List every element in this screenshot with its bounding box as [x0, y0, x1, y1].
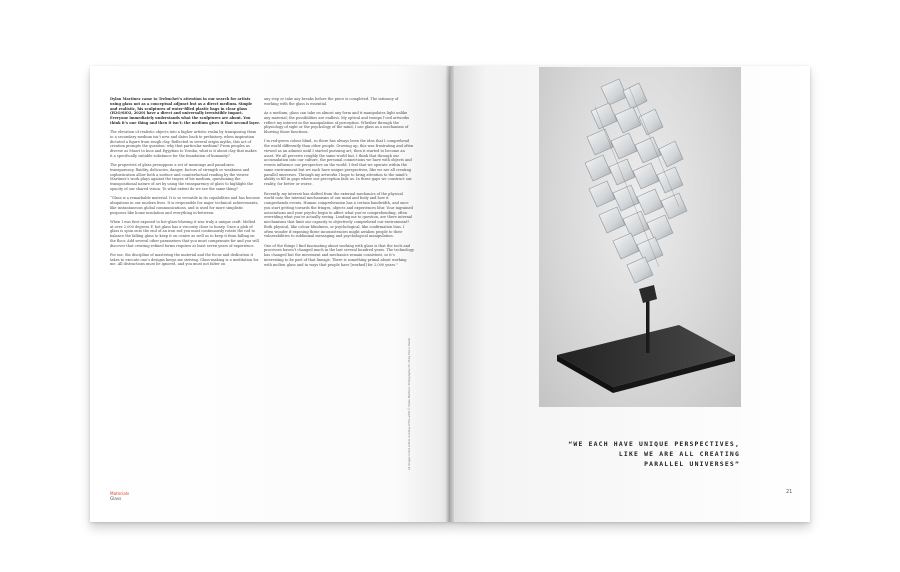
body-paragraph: “Glass is a remarkable material. It is so versatile in its capabilities and has become ubiquitous in our modern lives. It is responsible for major technical achievements, like instantaneous global communications, and is used for more simplistic purposes like home insulation and everything in-between. — [110, 196, 260, 215]
glass-sculpture-illustration — [539, 67, 741, 407]
text-column-2 — [264, 97, 414, 272]
body-paragraph: One of the things I find fascinating about working with glass is that the tools and processes haven’t changed much in the last several hundred years. The technology has changed but the movement and mechanics remain consistent, so it’s interesting to be part of that lineage. There is something primal about working with molten glass and in ways that people have [worked] for 2,000 years.” — [264, 243, 414, 267]
page-number: 21 — [786, 489, 793, 495]
page-footer — [110, 491, 129, 502]
pull-quote-line: LIKE WE ARE ALL CREATING — [618, 450, 740, 458]
pull-quote-line: “WE EACH HAVE UNIQUE PERSPECTIVES, — [568, 440, 740, 448]
footer-section-label: Materials — [110, 491, 130, 496]
body-paragraph: For me, the discipline of mastering the material and the focus and dedication it takes to execute one’s designs keeps me striving. Glass-making is a meditation for me. All distractions must be ignored, and you must not falter on — [110, 252, 259, 267]
pull-quote-line: PARALLEL UNIVERSES” — [644, 460, 740, 468]
body-paragraph: I’m red-green colour blind, so there has always been the idea that I comprehend the world differently than other people. Growing up, this was frustrating and often viewed as an ailment until I started pursuing art; then it started to become an asset. We all perceive roughly the same world but, I think that through our accumulation into our culture, the personal connections we have with objects and events influence our perspective on the world. I feel that we operate within the same environment but we each have unique perspectives, like we are all creating parallel universes. Through my artworks I hope to bring attention to the mind’s ability to fill in gaps where our perception fails us. In these gaps we construct our reality, for better or worse. — [264, 139, 414, 187]
body-paragraph: The elevation of realistic objects into a higher artistic realm by transposing them to a secondary medium isn’t new and dates back to prehistory, when inspiration dictated a figure from rough clay. Reflected in several origin myths, this act of creation prompts the question: why that particular medium? From peoples as diverse as Maori to Inca and Egyptian to Yoruba, what is it about clay that makes it a specifically suitable substance for the foundation of humanity? — [110, 130, 257, 158]
spine-fold — [446, 66, 454, 522]
body-paragraph: As a medium, glass can take on almost any form and it manipulates light unlike any material; the possibilities are endless. My optical and trompe l’oeil artworks reflect my interest in the manipulation of perception. Whether through the physiology of sight or the psychology of the mind, I use glass as a mechanism of blurring those functions. — [264, 111, 410, 135]
sculpture-photo — [539, 67, 741, 407]
text-column-1 — [110, 97, 260, 272]
lead-paragraph: Dylan Martinez came to Trebuchet’s attention in our search for artists using glass not as a conceptual adjunct but as a direct medium. Simple and realistic, his sculptures of water-filled plastic bags in clear glass (H2O/SiO2, 2020) have a direct and universally irresistible impact. Everyone immediately understands what the sculptures are about. You think it’s one thing and then it isn’t; the medium gives it that second layer. — [110, 97, 260, 125]
body-paragraph: The properties of glass presuppose a set of meanings and paradoxes: transparency, fluidity, delicacies, danger, factors of strength or weakness and sophistication allow both a surface and counterfactual reading by the viewer. Martinez’s work plays against the tropes of his medium, questioning the transpositional nature of art by using the transparency of glass to highlight the opacity of our shared vision. To what extent do we see the same thing? — [110, 163, 253, 191]
photo-credit: All images in this article courtesy of the artist © Dylan Martinez. Photography: Pic 2b by Pierce Studio — [408, 337, 411, 470]
body-paragraph: any step or take any breaks before the piece is completed. The intimacy of working with the glass is essential. — [264, 97, 399, 106]
footer-subsection-label: Glass — [110, 496, 122, 502]
pull-quote — [500, 439, 740, 469]
body-paragraph: Recently, my interest has shifted from the external mechanics of the physical world onto the internal mechanisms of our mind and body and how it comprehends events. Human comprehension has a certain bandwidth, and once you start getting towards the fringes, objects and experiences blur. Your ingrained associations and your psyche begin to affect what you’re comprehending, often overriding what you’re actually seeing. Leading me to question, are there internal mechanisms that limit our capacity to objectively comprehend our environment? Both physical, like colour blindness, or psychological, like confirmation bias. I often wonder if exposing these inconsistencies might awaken people to their vulnerabilities to subliminal messaging and psychological manipulation. — [264, 191, 413, 239]
body-paragraph: When I was first exposed to hot-glass-blowing it was truly a unique craft. Melted at over 2,000 degrees F, hot glass has a viscosity close to honey. Once a glob of glass is spun onto the end of an iron rod you must continuously rotate the rod to balance the falling glass to keep it on centre as well as to keep it from falling on the floor. Add several other parameters that you must compensate for and you will discover that creating refined forms requires at least seven years of experience. — [110, 219, 259, 248]
